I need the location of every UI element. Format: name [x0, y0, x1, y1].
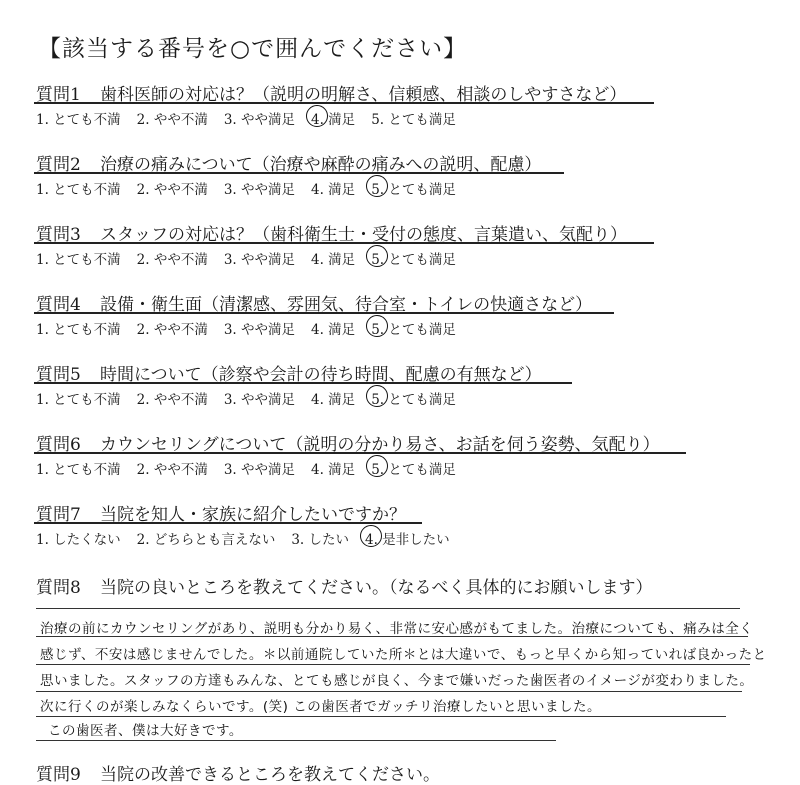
- answer-option-2[interactable]: 2. やや不満: [136, 182, 208, 198]
- answer-option-5[interactable]: 5. とても満足: [371, 458, 456, 478]
- answer-option-5[interactable]: 5. とても満足: [371, 248, 456, 268]
- question-underline: [34, 312, 614, 314]
- answer-option-3[interactable]: 3. したい: [291, 532, 350, 548]
- selected-circle: [360, 525, 382, 547]
- selected-circle: [306, 105, 328, 127]
- page-title: 【該当する番号を○で囲んでください】: [38, 36, 468, 62]
- handwritten-answer-line: 思いました。スタッフの方達もみんな、とても感じが良く、今まで嫌いだった歯医者のイメージが変わりました。: [40, 673, 754, 689]
- question-number: 質問2: [36, 155, 81, 175]
- answer-line: [36, 608, 740, 609]
- question-text: 当院の改善できるところを教えてください。: [100, 765, 440, 785]
- answer-option-4[interactable]: 4. 満足: [311, 108, 355, 128]
- answer-option-4[interactable]: 4. 満足: [311, 182, 356, 198]
- answer-options: [36, 318, 472, 338]
- answer-option-2[interactable]: 2. やや不満: [136, 112, 208, 128]
- answer-option-5[interactable]: 5. とても満足: [371, 112, 456, 128]
- question-underline: [34, 522, 422, 524]
- selected-circle: [366, 315, 388, 337]
- handwritten-answer-line: 治療の前にカウンセリングがあり、説明も分かり易く、非常に安心感がもてました。治療についても、痛みは全く: [40, 621, 754, 637]
- question-text: 歯科医師の対応は？（説明の明解さ、信頼感、相談のしやすさなど）: [100, 85, 627, 105]
- question-underline: [34, 102, 654, 104]
- answer-option-2[interactable]: 2. やや不満: [136, 462, 208, 478]
- answer-option-2[interactable]: 2. やや不満: [136, 392, 208, 408]
- answer-options: [36, 108, 472, 128]
- answer-option-4[interactable]: 4. 満足: [311, 322, 356, 338]
- question-number: 質問6: [36, 435, 81, 455]
- answer-line: [36, 664, 750, 665]
- answer-option-5[interactable]: 5. とても満足: [371, 318, 456, 338]
- question-text: カウンセリングについて（説明の分かり易さ、お話を伺う姿勢、気配り）: [100, 435, 660, 455]
- answer-option-1[interactable]: 1. とても不満: [36, 182, 121, 198]
- answer-option-3[interactable]: 3. やや満足: [223, 462, 296, 478]
- question-text: 設備・衛生面（清潔感、雰囲気、待合室・トイレの快適さなど）: [100, 295, 593, 315]
- answer-option-1[interactable]: 1. とても不満: [36, 462, 121, 478]
- question-number: 質問7: [36, 505, 81, 525]
- selected-circle: [366, 385, 388, 407]
- question-text: 当院を知人・家族に紹介したいですか？: [100, 505, 406, 525]
- answer-option-5[interactable]: 5. とても満足: [371, 178, 456, 198]
- answer-option-1[interactable]: 1. したくない: [36, 532, 121, 548]
- question-text: 時間について（診察や会計の待ち時間、配慮の有無など）: [100, 365, 542, 385]
- question-number: 質問1: [36, 85, 81, 105]
- answer-options: [36, 528, 466, 548]
- question-number: 質問5: [36, 365, 81, 385]
- answer-option-3[interactable]: 3. やや満足: [223, 252, 296, 268]
- question-number: 質問9: [36, 765, 81, 785]
- answer-option-4[interactable]: 4. 是非したい: [365, 528, 450, 548]
- answer-option-2[interactable]: 2. やや不満: [136, 252, 208, 268]
- question-9: [36, 760, 440, 785]
- answer-option-3[interactable]: 3. やや満足: [223, 392, 296, 408]
- answer-option-1[interactable]: 1. とても不満: [36, 322, 121, 338]
- question-number: 質問4: [36, 295, 81, 315]
- answer-options: [36, 248, 472, 268]
- answer-option-2[interactable]: 2. やや不満: [136, 322, 208, 338]
- answer-options: [36, 458, 472, 478]
- answer-options: [36, 388, 472, 408]
- answer-option-5[interactable]: 5. とても満足: [371, 388, 456, 408]
- answer-option-1[interactable]: 1. とても不満: [36, 112, 121, 128]
- question-underline: [34, 242, 654, 244]
- answer-option-1[interactable]: 1. とても不満: [36, 392, 121, 408]
- answer-option-1[interactable]: 1. とても不満: [36, 252, 121, 268]
- question-text: 当院の良いところを教えてください。（なるべく具体的にお願いします）: [100, 578, 653, 598]
- question-underline: [34, 172, 564, 174]
- answer-line: [36, 740, 556, 741]
- question-number: 質問3: [36, 225, 81, 245]
- answer-option-3[interactable]: 3. やや満足: [223, 322, 296, 338]
- answer-options: [36, 178, 472, 198]
- question-number: 質問8: [36, 578, 81, 598]
- handwritten-answer-line: 次に行くのが楽しみなくらいです。(笑) この歯医者でガッチリ治療したいと思いました。: [40, 699, 601, 715]
- selected-circle: [366, 455, 388, 477]
- answer-option-2[interactable]: 2. どちらとも言えない: [136, 532, 276, 548]
- answer-line: [36, 691, 742, 692]
- selected-circle: [366, 175, 388, 197]
- answer-option-3[interactable]: 3. やや満足: [223, 112, 296, 128]
- handwritten-answer-line: この歯医者、僕は大好きです。: [48, 723, 243, 739]
- handwritten-answer-line: 感じず、不安は感じませんでした。＊以前通院していた所＊とは大違いで、もっと早くから知っていれば良かったと: [40, 647, 767, 663]
- question-underline: [34, 382, 572, 384]
- question-8: [36, 573, 653, 598]
- answer-line: [36, 716, 726, 717]
- answer-option-4[interactable]: 4. 満足: [311, 252, 356, 268]
- question-underline: [34, 452, 686, 454]
- question-text: 治療の痛みについて（治療や麻酔の痛みへの説明、配慮）: [100, 155, 542, 175]
- question-text: スタッフの対応は？（歯科衛生士・受付の態度、言葉遣い、気配り）: [100, 225, 627, 245]
- answer-option-4[interactable]: 4. 満足: [311, 462, 356, 478]
- selected-circle: [366, 245, 388, 267]
- answer-option-3[interactable]: 3. やや満足: [223, 182, 296, 198]
- answer-option-4[interactable]: 4. 満足: [311, 392, 356, 408]
